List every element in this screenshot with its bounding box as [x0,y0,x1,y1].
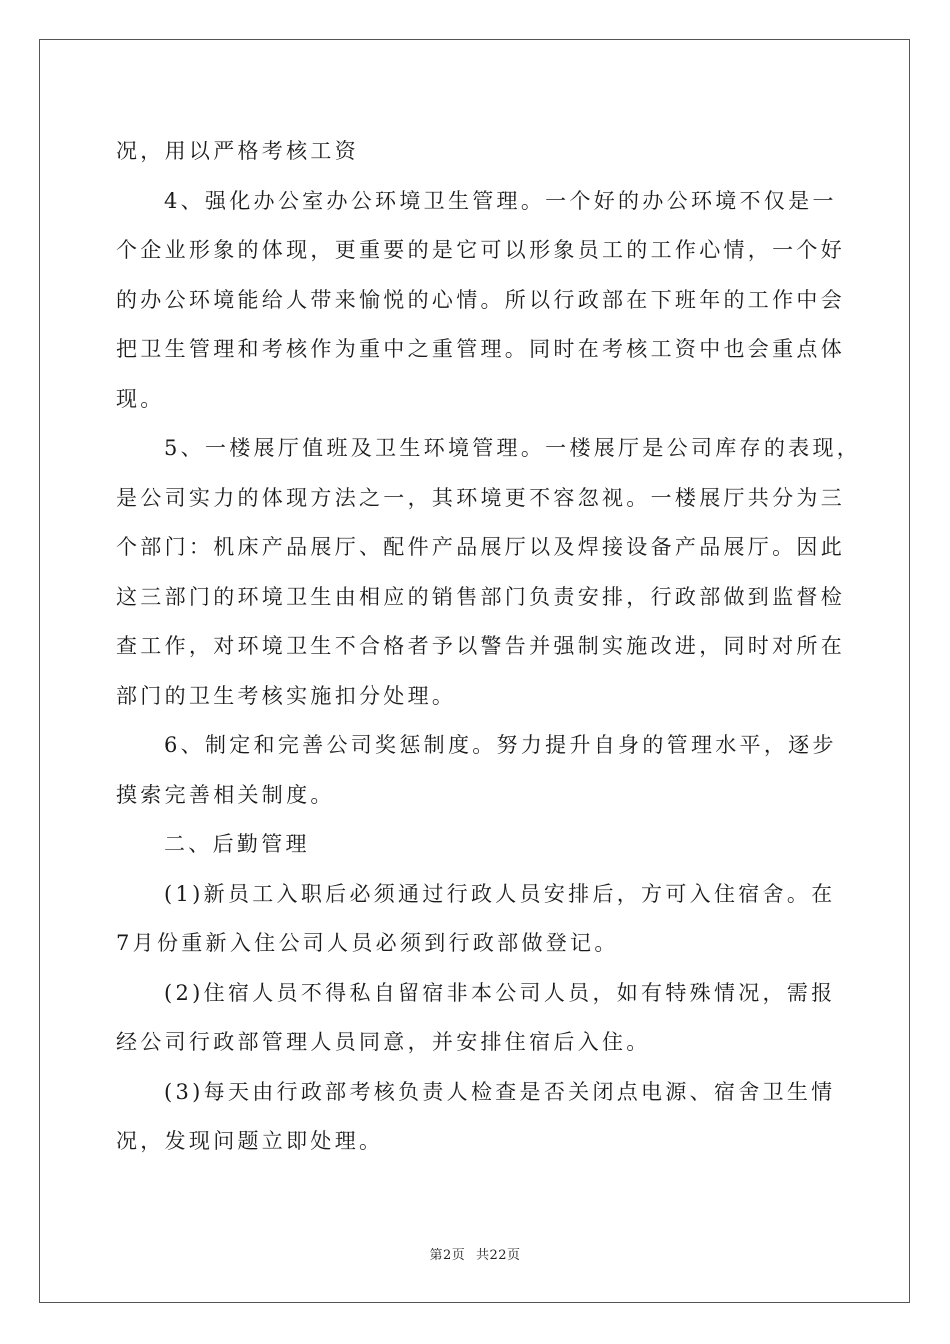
page-footer [0,1244,950,1263]
text-line: 6、制定和完善公司奖惩制度。努力提升自身的管理水平，逐步 [164,733,837,757]
text-line: 的办公环境能给人带来愉悦的心情。所以行政部在下班年的工作中会 [116,287,845,312]
text-line: 把卫生管理和考核作为重中之重管理。同时在考核工资中也会重点体 [116,337,845,361]
text-line: 部门的卫生考核实施扣分处理。 [116,683,457,708]
text-line: 个部门：机床产品展厅、配件产品展厅以及焊接设备产品展厅。因此 [116,535,845,559]
text-line: (3)每天由行政部考核负责人检查是否关闭点电源、宿舍卫生情 [164,1079,836,1104]
text-line: 经公司行政部管理人员同意，并安排住宿后入住。 [116,1030,651,1054]
text-line: 个企业形象的体现，更重要的是它可以形象员工的工作心情，一个好 [116,238,845,262]
text-line: 5、一楼展厅值班及卫生环境管理。一楼展厅是公司库存的表现， [164,436,862,460]
text-line: 况，用以严格考核工资 [116,139,359,163]
text-line: 4、强化办公室办公环境卫生管理。一个好的办公环境不仅是一 [164,188,837,213]
text-line: 查工作，对环境卫生不合格者予以警告并强制实施改进，同时对所在 [116,634,845,658]
page-number: 第2页 [429,1248,466,1263]
page-total: 共22页 [475,1248,521,1263]
text-line: 是公司实力的体现方法之一，其环境更不容忽视。一楼展厅共分为三 [116,485,845,510]
text-line: 这三部门的环境卫生由相应的销售部门负责安排，行政部做到监督检 [116,584,845,609]
text-line: 现。 [116,386,165,411]
document-body [116,127,862,1167]
text-line: 况，发现问题立即处理。 [116,1129,384,1153]
section-heading: 二、后勤管理 [164,832,310,856]
text-line: 摸索完善相关制度。 [116,782,335,807]
text-line: 7月份重新入住公司人员必须到行政部做登记。 [116,931,619,955]
text-line: (1)新员工入职后必须通过行政人员安排后，方可入住宿舍。在 [164,881,836,906]
text-line: (2)住宿人员不得私自留宿非本公司人员，如有特殊情况，需报 [164,980,836,1005]
